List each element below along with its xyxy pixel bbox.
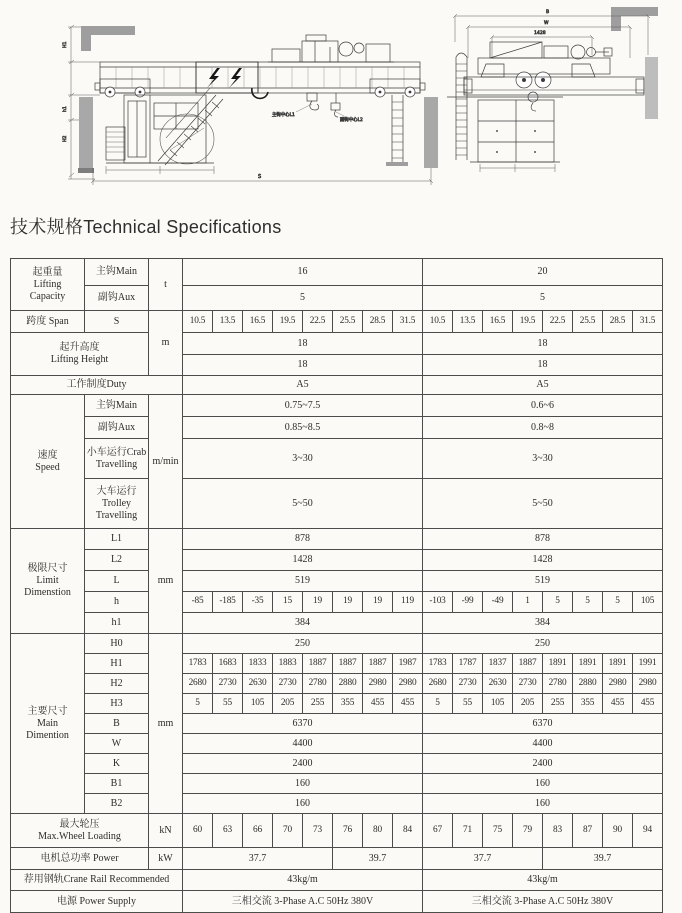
label-line: Limit [36, 575, 59, 586]
cell-span-value: 31.5 [633, 311, 663, 333]
cell-B2: 160 [423, 794, 663, 814]
cell-span-value: 19.5 [513, 311, 543, 333]
side-hook [531, 103, 536, 111]
cell-B1: 160 [423, 774, 663, 794]
cell-H1-value: 1991 [633, 654, 663, 674]
label-line: 主要尺寸 [27, 705, 68, 717]
cell-H1-value: 1891 [543, 654, 573, 674]
cell-B2: 160 [183, 794, 423, 814]
label-line: 极限尺寸 [27, 563, 68, 574]
cell-H2-value: 2730 [273, 674, 303, 694]
cell-wheel-value: 67 [423, 814, 453, 848]
runway-column-right [424, 97, 438, 168]
side-ladder [456, 53, 467, 160]
front-dimension-lines [68, 25, 433, 185]
cell-wheel-value: 83 [543, 814, 573, 848]
cell-duty: A5 [423, 376, 663, 395]
cell-H1-value: 1683 [213, 654, 243, 674]
main-hook [307, 93, 319, 110]
cell-H2-value: 2730 [513, 674, 543, 694]
cell-h-value: 15 [273, 592, 303, 613]
cell-L: 519 [423, 571, 663, 592]
unit-cell: mm [149, 634, 183, 814]
cell-wheel-value: 94 [633, 814, 663, 848]
row-header-main-dimension [11, 634, 85, 814]
cell-power: 39.7 [333, 848, 423, 870]
cell-H2-value: 2680 [423, 674, 453, 694]
symbol-cell: B [85, 714, 149, 734]
row-header-power: 电机总功率 Power [11, 848, 149, 870]
runway-bracket-side [611, 7, 658, 31]
symbol-cell: L1 [85, 529, 149, 550]
cell-span-value: 25.5 [333, 311, 363, 333]
cell-H0: 250 [423, 634, 663, 654]
cell-L: 519 [183, 571, 423, 592]
symbol-cell: L2 [85, 550, 149, 571]
cell-h-value: 19 [363, 592, 393, 613]
cell-capacity-aux: 5 [183, 286, 423, 311]
label-line: 起升高度 [59, 342, 100, 353]
label-line: Trolley [101, 497, 132, 509]
cell-span-value: 13.5 [453, 311, 483, 333]
cell-h-value: -35 [243, 592, 273, 613]
symbol-cell: h [85, 592, 149, 613]
cell-H2-value: 2880 [333, 674, 363, 694]
cell-span-value: 22.5 [543, 311, 573, 333]
cell-wheel-value: 71 [453, 814, 483, 848]
cab-stairs [158, 88, 223, 165]
cell-capacity-main: 20 [423, 259, 663, 286]
cell-H3-value: 455 [393, 694, 423, 714]
cell-duty: A5 [183, 376, 423, 395]
cell-power-supply: 三相交流 3-Phase A.C 50Hz 380V [423, 891, 663, 913]
cell-h-value: -85 [183, 592, 213, 613]
cell-H2-value: 2730 [453, 674, 483, 694]
label-line: Lifting Height [50, 354, 109, 365]
cell-K: 2400 [423, 754, 663, 774]
dim-label: B [546, 10, 550, 15]
cell-h-value: -99 [453, 592, 483, 613]
cell-H3-value: 205 [513, 694, 543, 714]
unit-cell: kW [149, 848, 183, 870]
cell-span-value: 28.5 [363, 311, 393, 333]
cell-capacity-aux: 5 [423, 286, 663, 311]
cell-h-value: 19 [333, 592, 363, 613]
label-line: 大车运行 [96, 485, 137, 497]
cell-span-value: 19.5 [273, 311, 303, 333]
cell-span-value: 10.5 [423, 311, 453, 333]
cell-H1-value: 1887 [303, 654, 333, 674]
cell-lifting-height: 18 [423, 355, 663, 376]
symbol-cell: H3 [85, 694, 149, 714]
cell-speed-aux: 0.8~8 [423, 417, 663, 439]
cell-h-value: 5 [603, 592, 633, 613]
cell-h-value: -185 [213, 592, 243, 613]
crab-trolley [268, 35, 394, 62]
cell-wheel-value: 84 [393, 814, 423, 848]
cell-H3-value: 205 [273, 694, 303, 714]
cell-H3-value: 455 [633, 694, 663, 714]
cell-h-value: -49 [483, 592, 513, 613]
cell-H1-value: 1887 [363, 654, 393, 674]
lightning-bolt-icon [229, 68, 242, 88]
cell-h1: 384 [423, 613, 663, 634]
cell-wheel-value: 70 [273, 814, 303, 848]
page-title: 技术规格Technical Specifications [10, 217, 282, 237]
label-line: Travelling [95, 509, 138, 521]
cell-speed-trolley: 5~50 [183, 479, 423, 529]
cell-H2-value: 2780 [543, 674, 573, 694]
cell-wheel-value: 76 [333, 814, 363, 848]
dim-label: W [544, 21, 549, 26]
label-line: 速度 [37, 449, 58, 461]
hook-main-label: 主钩中心L1 [272, 113, 295, 118]
girder-ladder [386, 95, 408, 166]
cell-H1-value: 1891 [603, 654, 633, 674]
symbol-cell: S [85, 311, 149, 333]
cell-H1-value: 1783 [183, 654, 213, 674]
cell-power-supply: 三相交流 3-Phase A.C 50Hz 380V [183, 891, 423, 913]
cell-wheel-value: 66 [243, 814, 273, 848]
row-header-aux-hook: 副钩Aux [85, 286, 149, 311]
cell-wheel-value: 87 [573, 814, 603, 848]
row-header-speed [11, 395, 85, 529]
cell-rail: 43kg/m [423, 870, 663, 891]
label-line: 最大轮压 [59, 818, 100, 830]
cell-H3-value: 55 [453, 694, 483, 714]
cell-span-value: 22.5 [303, 311, 333, 333]
row-header-wheel-loading [11, 814, 149, 848]
row-header-power-supply: 电源 Power Supply [11, 891, 183, 913]
cell-H1-value: 1783 [423, 654, 453, 674]
unit-cell: kN [149, 814, 183, 848]
crane-technical-drawing [0, 0, 682, 212]
dim-label: 1428 [534, 31, 546, 36]
row-header-trolley-travelling [85, 479, 149, 529]
cell-speed-crab: 3~30 [183, 439, 423, 479]
cell-wheel-value: 79 [513, 814, 543, 848]
cell-W: 4400 [423, 734, 663, 754]
cell-h-value: 5 [543, 592, 573, 613]
cell-H3-value: 355 [333, 694, 363, 714]
cell-h-value: 105 [633, 592, 663, 613]
bridge-end-view [464, 77, 644, 95]
cell-power: 37.7 [423, 848, 543, 870]
cell-H2-value: 2630 [483, 674, 513, 694]
cell-H1-value: 1887 [513, 654, 543, 674]
cell-h-value: -103 [423, 592, 453, 613]
cell-B1: 160 [183, 774, 423, 794]
symbol-cell: W [85, 734, 149, 754]
cell-H1-value: 1891 [573, 654, 603, 674]
technical-specifications-table [10, 258, 663, 913]
label-line: Travelling [95, 458, 138, 470]
label-line: Dimention [26, 729, 69, 741]
cell-h1: 384 [183, 613, 423, 634]
cell-B: 6370 [423, 714, 663, 734]
label-line: Dimenstion [24, 587, 71, 598]
cell-wheel-value: 73 [303, 814, 333, 848]
label-line: 起重量 [32, 266, 63, 278]
cell-B: 6370 [183, 714, 423, 734]
cell-H1-value: 1787 [453, 654, 483, 674]
cell-H3-value: 255 [303, 694, 333, 714]
cell-speed-aux: 0.85~8.5 [183, 417, 423, 439]
row-header-span: 跨度 Span [11, 311, 85, 333]
cell-lifting-height: 18 [183, 355, 423, 376]
cell-lifting-height: 18 [423, 333, 663, 355]
cell-speed-main: 0.6~6 [423, 395, 663, 417]
cell-power: 39.7 [543, 848, 663, 870]
label-line: Speed [35, 461, 60, 473]
cell-H3-value: 255 [543, 694, 573, 714]
runway-column-left [79, 97, 93, 168]
symbol-cell: H2 [85, 674, 149, 694]
cell-power: 37.7 [183, 848, 333, 870]
cell-W: 4400 [183, 734, 423, 754]
cell-h-value: 1 [513, 592, 543, 613]
row-header-lifting-height [11, 333, 149, 376]
cell-H2-value: 2980 [393, 674, 423, 694]
dim-label: H1 [63, 41, 68, 48]
cell-H2-value: 2680 [183, 674, 213, 694]
cell-L1: 878 [183, 529, 423, 550]
cell-H2-value: 2780 [303, 674, 333, 694]
unit-cell: mm [149, 529, 183, 634]
cell-H2-value: 2980 [603, 674, 633, 694]
symbol-cell: H1 [85, 654, 149, 674]
cell-H1-value: 1887 [333, 654, 363, 674]
label-line: Lifting [33, 278, 62, 290]
cell-L1: 878 [423, 529, 663, 550]
cell-K: 2400 [183, 754, 423, 774]
cell-wheel-value: 75 [483, 814, 513, 848]
symbol-cell: h1 [85, 613, 149, 634]
symbol-cell: H0 [85, 634, 149, 654]
cell-H2-value: 2630 [243, 674, 273, 694]
cell-H2-value: 2980 [633, 674, 663, 694]
cell-lifting-height: 18 [183, 333, 423, 355]
row-header-crane-rail: 荐用钢轨Crane Rail Recommended [11, 870, 183, 891]
unit-cell: t [149, 259, 183, 311]
cell-L2: 1428 [423, 550, 663, 571]
cell-span-value: 28.5 [603, 311, 633, 333]
cab-side-view [470, 100, 560, 162]
lightning-bolt-icon [207, 68, 220, 88]
cell-span-value: 10.5 [183, 311, 213, 333]
row-header-lifting-capacity [11, 259, 85, 311]
row-header-limit-dimension [11, 529, 85, 634]
row-header-crab-travelling [85, 439, 149, 479]
row-header-duty: 工作制度Duty [11, 376, 183, 395]
symbol-cell: B1 [85, 774, 149, 794]
cell-span-value: 31.5 [393, 311, 423, 333]
cell-H0: 250 [183, 634, 423, 654]
cell-h-value: 5 [573, 592, 603, 613]
cell-H2-value: 2980 [363, 674, 393, 694]
cell-H2-value: 2730 [213, 674, 243, 694]
row-header-speed-aux: 副钩Aux [85, 417, 149, 439]
row-header-main-hook: 主钩Main [85, 259, 149, 286]
dim-label: h1 [63, 106, 68, 112]
label-line: Capacity [29, 290, 66, 302]
cell-h-value: 19 [303, 592, 333, 613]
cell-span-value: 13.5 [213, 311, 243, 333]
cell-h-value: 119 [393, 592, 423, 613]
cell-H3-value: 355 [573, 694, 603, 714]
runway-bracket-left [81, 26, 135, 51]
cell-L2: 1428 [183, 550, 423, 571]
cell-wheel-value: 80 [363, 814, 393, 848]
cell-H3-value: 455 [363, 694, 393, 714]
label-line: 小车运行Crab [86, 446, 147, 458]
cell-wheel-value: 60 [183, 814, 213, 848]
crane-front-view [62, 25, 438, 185]
label-line: Main [36, 717, 59, 729]
cell-H3-value: 55 [213, 694, 243, 714]
label-line: Max.Wheel Loading [38, 830, 121, 842]
cell-H3-value: 105 [483, 694, 513, 714]
cell-H1-value: 1987 [393, 654, 423, 674]
dim-label-span: S [258, 174, 262, 180]
hook-aux-label: 副钩中心L2 [340, 118, 363, 123]
symbol-cell: L [85, 571, 149, 592]
cell-speed-crab: 3~30 [423, 439, 663, 479]
cell-span-value: 25.5 [573, 311, 603, 333]
cell-H3-value: 455 [603, 694, 633, 714]
cell-H1-value: 1883 [273, 654, 303, 674]
cell-wheel-value: 90 [603, 814, 633, 848]
cell-H2-value: 2880 [573, 674, 603, 694]
unit-cell: m [149, 311, 183, 376]
cell-capacity-main: 16 [183, 259, 423, 286]
cell-speed-trolley: 5~50 [423, 479, 663, 529]
cell-span-value: 16.5 [483, 311, 513, 333]
cell-H1-value: 1833 [243, 654, 273, 674]
row-header-speed-main: 主钩Main [85, 395, 149, 417]
symbol-cell: B2 [85, 794, 149, 814]
cell-H3-value: 5 [183, 694, 213, 714]
cell-H1-value: 1837 [483, 654, 513, 674]
unit-cell: m/min [149, 395, 183, 529]
operator-cab [106, 95, 214, 163]
cell-wheel-value: 63 [213, 814, 243, 848]
cell-H3-value: 5 [423, 694, 453, 714]
dim-label: H2 [63, 135, 68, 142]
cell-rail: 43kg/m [183, 870, 423, 891]
crane-side-view [447, 7, 658, 172]
cell-span-value: 16.5 [243, 311, 273, 333]
cell-speed-main: 0.75~7.5 [183, 395, 423, 417]
symbol-cell: K [85, 754, 149, 774]
cell-H3-value: 105 [243, 694, 273, 714]
